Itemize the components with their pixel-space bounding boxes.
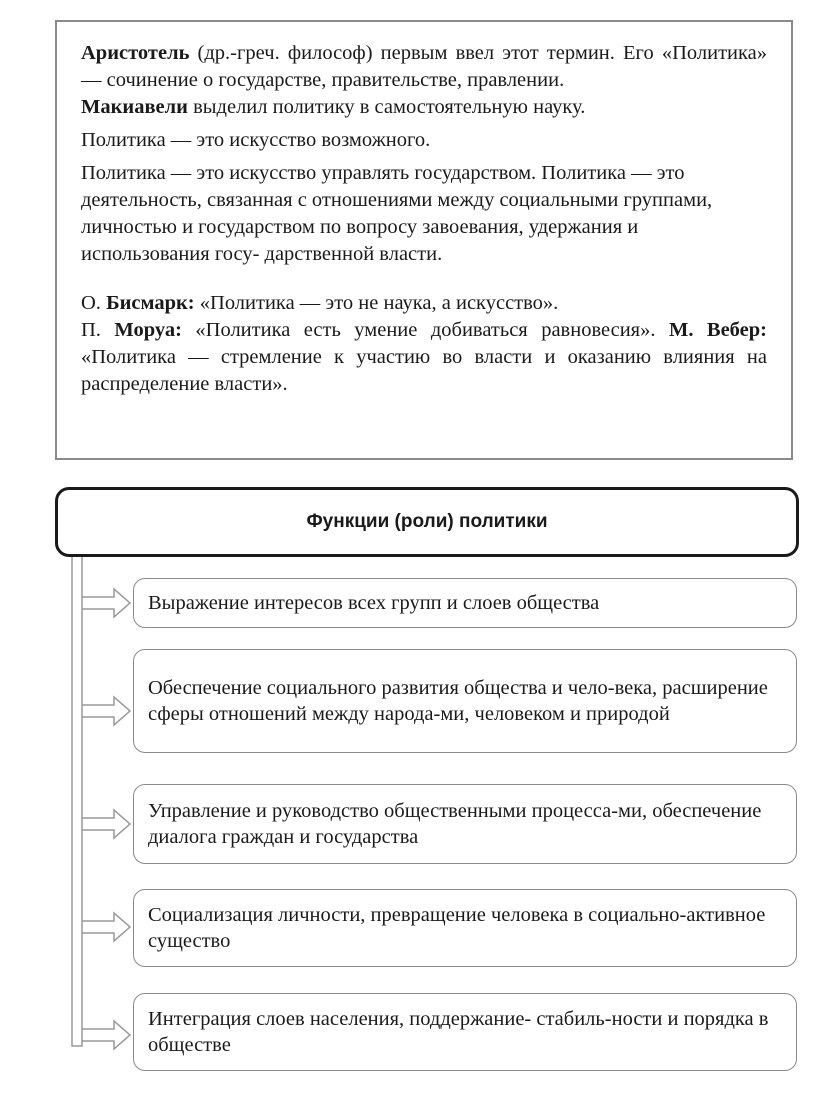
machiavelli-name: Макиавели [81,96,188,118]
aristotle-name: Аристотель [81,42,190,64]
arrow-5-icon [82,1021,130,1049]
more-prefix: П. [81,319,115,341]
function-item-2 [133,649,797,753]
function-text-3: Управление и руководство общественными процесса-ми, обеспечение диалога граждан и государства [148,800,762,848]
bismarck-name: Бисмарк: [106,292,195,314]
weber-name: М. Вебер: [668,319,767,341]
bismarck-quote: «Политика — это не наука, а искусство». [194,292,559,314]
function-item-5 [133,993,797,1071]
state-definition: Политика — это искусство управлять государством. Политика — это деятельность, связанная с отношениями между социальными группами, личностью и государством по вопросу завоевания, удержания и использования госу- дарственной власти. [81,162,713,265]
functions-title: Функции (роли) политики [55,487,799,557]
function-item-3 [133,784,797,864]
aristotle-text: (др.-греч. философ) первым ввел этот термин. Его «Политика» — сочинение о государстве, правительстве, правлении. [81,42,767,91]
function-item-4 [133,889,797,967]
function-text-1: Выражение интересов всех групп и слоев общества [148,592,600,614]
more-quote: «Политика есть умение добиваться равновесия». [181,319,669,341]
more-name: Моруа: [114,319,182,341]
trunk-line [72,557,82,1046]
arrow-2-icon [82,697,130,725]
machiavelli-text: выделил политику в самостоятельную науку. [187,96,586,118]
arrow-1-icon [82,589,130,617]
arrow-4-icon [82,913,130,941]
function-text-5: Интеграция слоев населения, поддержание- стабиль-ности и порядка в обществе [148,1008,769,1056]
function-text-4: Социализация личности, превращение человека в социально-активное существо [148,904,766,952]
bismarck-prefix: О. [81,292,107,314]
function-item-1 [133,578,797,628]
function-text-2: Обеспечение социального развития общества и чело-века, расширение сферы отношений между народа-ми, человеком и природой [148,677,768,725]
weber-quote: «Политика — стремление к участию во власти и оказанию влияния на распределение власти». [81,346,767,395]
art-of-possible: Политика — это искусство возможного. [81,129,431,151]
arrow-3-icon [82,810,130,838]
